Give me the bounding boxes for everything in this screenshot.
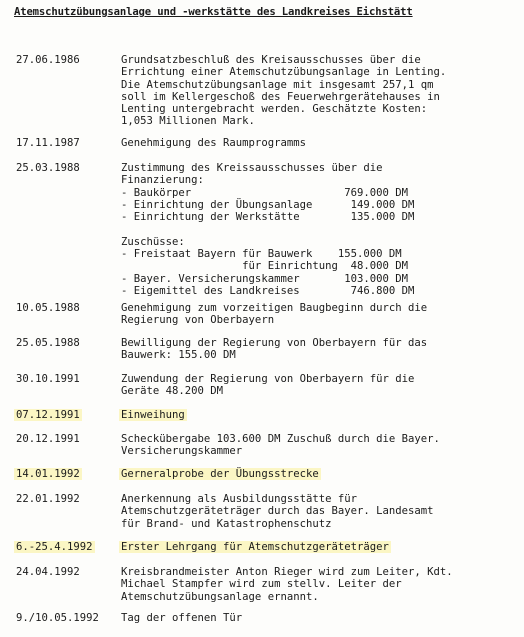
entry-date: 27.06.1986	[16, 54, 80, 66]
entry-date: 10.05.1988	[16, 302, 80, 314]
entry-date: 25.03.1988	[16, 162, 80, 174]
entry-date: 24.04.1992	[16, 566, 80, 578]
entry-text: Zustimmung des Kreissausschusses über die Finanzierung: - Baukörper 769.000 DM - Einrichtung der Übungsanlage 149.000 DM - Einrichtung der Werkstätte 135.000 DM Zuschüsse: - Freistaat Bayern für Bauwerk 155.000 DM für Einrichtung 48.000 DM - Bayer. Versicherungskammer 103.000 DM - Eigemittel des Landkreises 746.800 DM	[121, 162, 415, 297]
entry-date: 17.11.1987	[16, 137, 80, 149]
entry-text	[121, 409, 516, 421]
entry-text: Bewilligung der Regierung von Oberbayern für das Bauwerk: 155.00 DM	[121, 337, 428, 362]
entry-text: Tag der offenen Tür	[121, 612, 243, 624]
entry-date: 9./10.05.1992	[16, 612, 99, 624]
entry-text	[121, 541, 516, 553]
entry-text-highlighted: Einweihung	[121, 409, 185, 421]
entry-date: 22.01.1992	[16, 493, 80, 505]
document-title: Atemschutzübungsanlage und -werkstätte des Landkreises Eichstätt	[14, 6, 413, 18]
entry-text	[121, 468, 516, 480]
entry-text: Grundsatzbeschluß des Kreisausschusses über die Errichtung einer Atemschutzübungsanlage in Lenting. Die Atemschutzübungsanlage mit insgesamt 257,1 qm soll im Kellergeschoß des Feuerwehrgerätehauses in Lenting untergebracht werden. Geschätzte Kosten: 1,053 Millionen Mark.	[121, 54, 447, 128]
entry-text: Anerkennung als Ausbildungsstätte für Atemschutzgeräteträger durch das Bayer. Landesamt für Brand- und Katastrophenschutz	[121, 493, 434, 530]
entry-date: 20.12.1991	[16, 433, 80, 445]
entry-text: Genehmigung des Raumprogramms	[121, 137, 306, 149]
entry-text-highlighted: Gerneralprobe der Übungsstrecke	[121, 468, 319, 480]
entry-date: 14.01.1992	[16, 468, 80, 480]
entry-text: Genehmigung zum vorzeitigen Baugbeginn durch die Regierung von Oberbayern	[121, 302, 428, 327]
entry-date: 6.-25.4.1992	[16, 541, 93, 553]
entry-date: 30.10.1991	[16, 373, 80, 385]
entry-text: Zuwendung der Regierung von Oberbayern für die Geräte 48.200 DM	[121, 373, 415, 398]
entry-date: 25.05.1988	[16, 337, 80, 349]
entry-date: 07.12.1991	[16, 409, 80, 421]
entry-text-highlighted: Erster Lehrgang für Atemschutzgeräteträger	[121, 541, 389, 553]
entry-text: Kreisbrandmeister Anton Rieger wird zum Leiter, Kdt. Michael Stampfer wird zum stellv. Leiter der Atemschutzübungsanlage ernannt.	[121, 566, 453, 603]
entry-text: Scheckübergabe 103.600 DM Zuschuß durch die Bayer. Versicherungskammer	[121, 433, 440, 458]
